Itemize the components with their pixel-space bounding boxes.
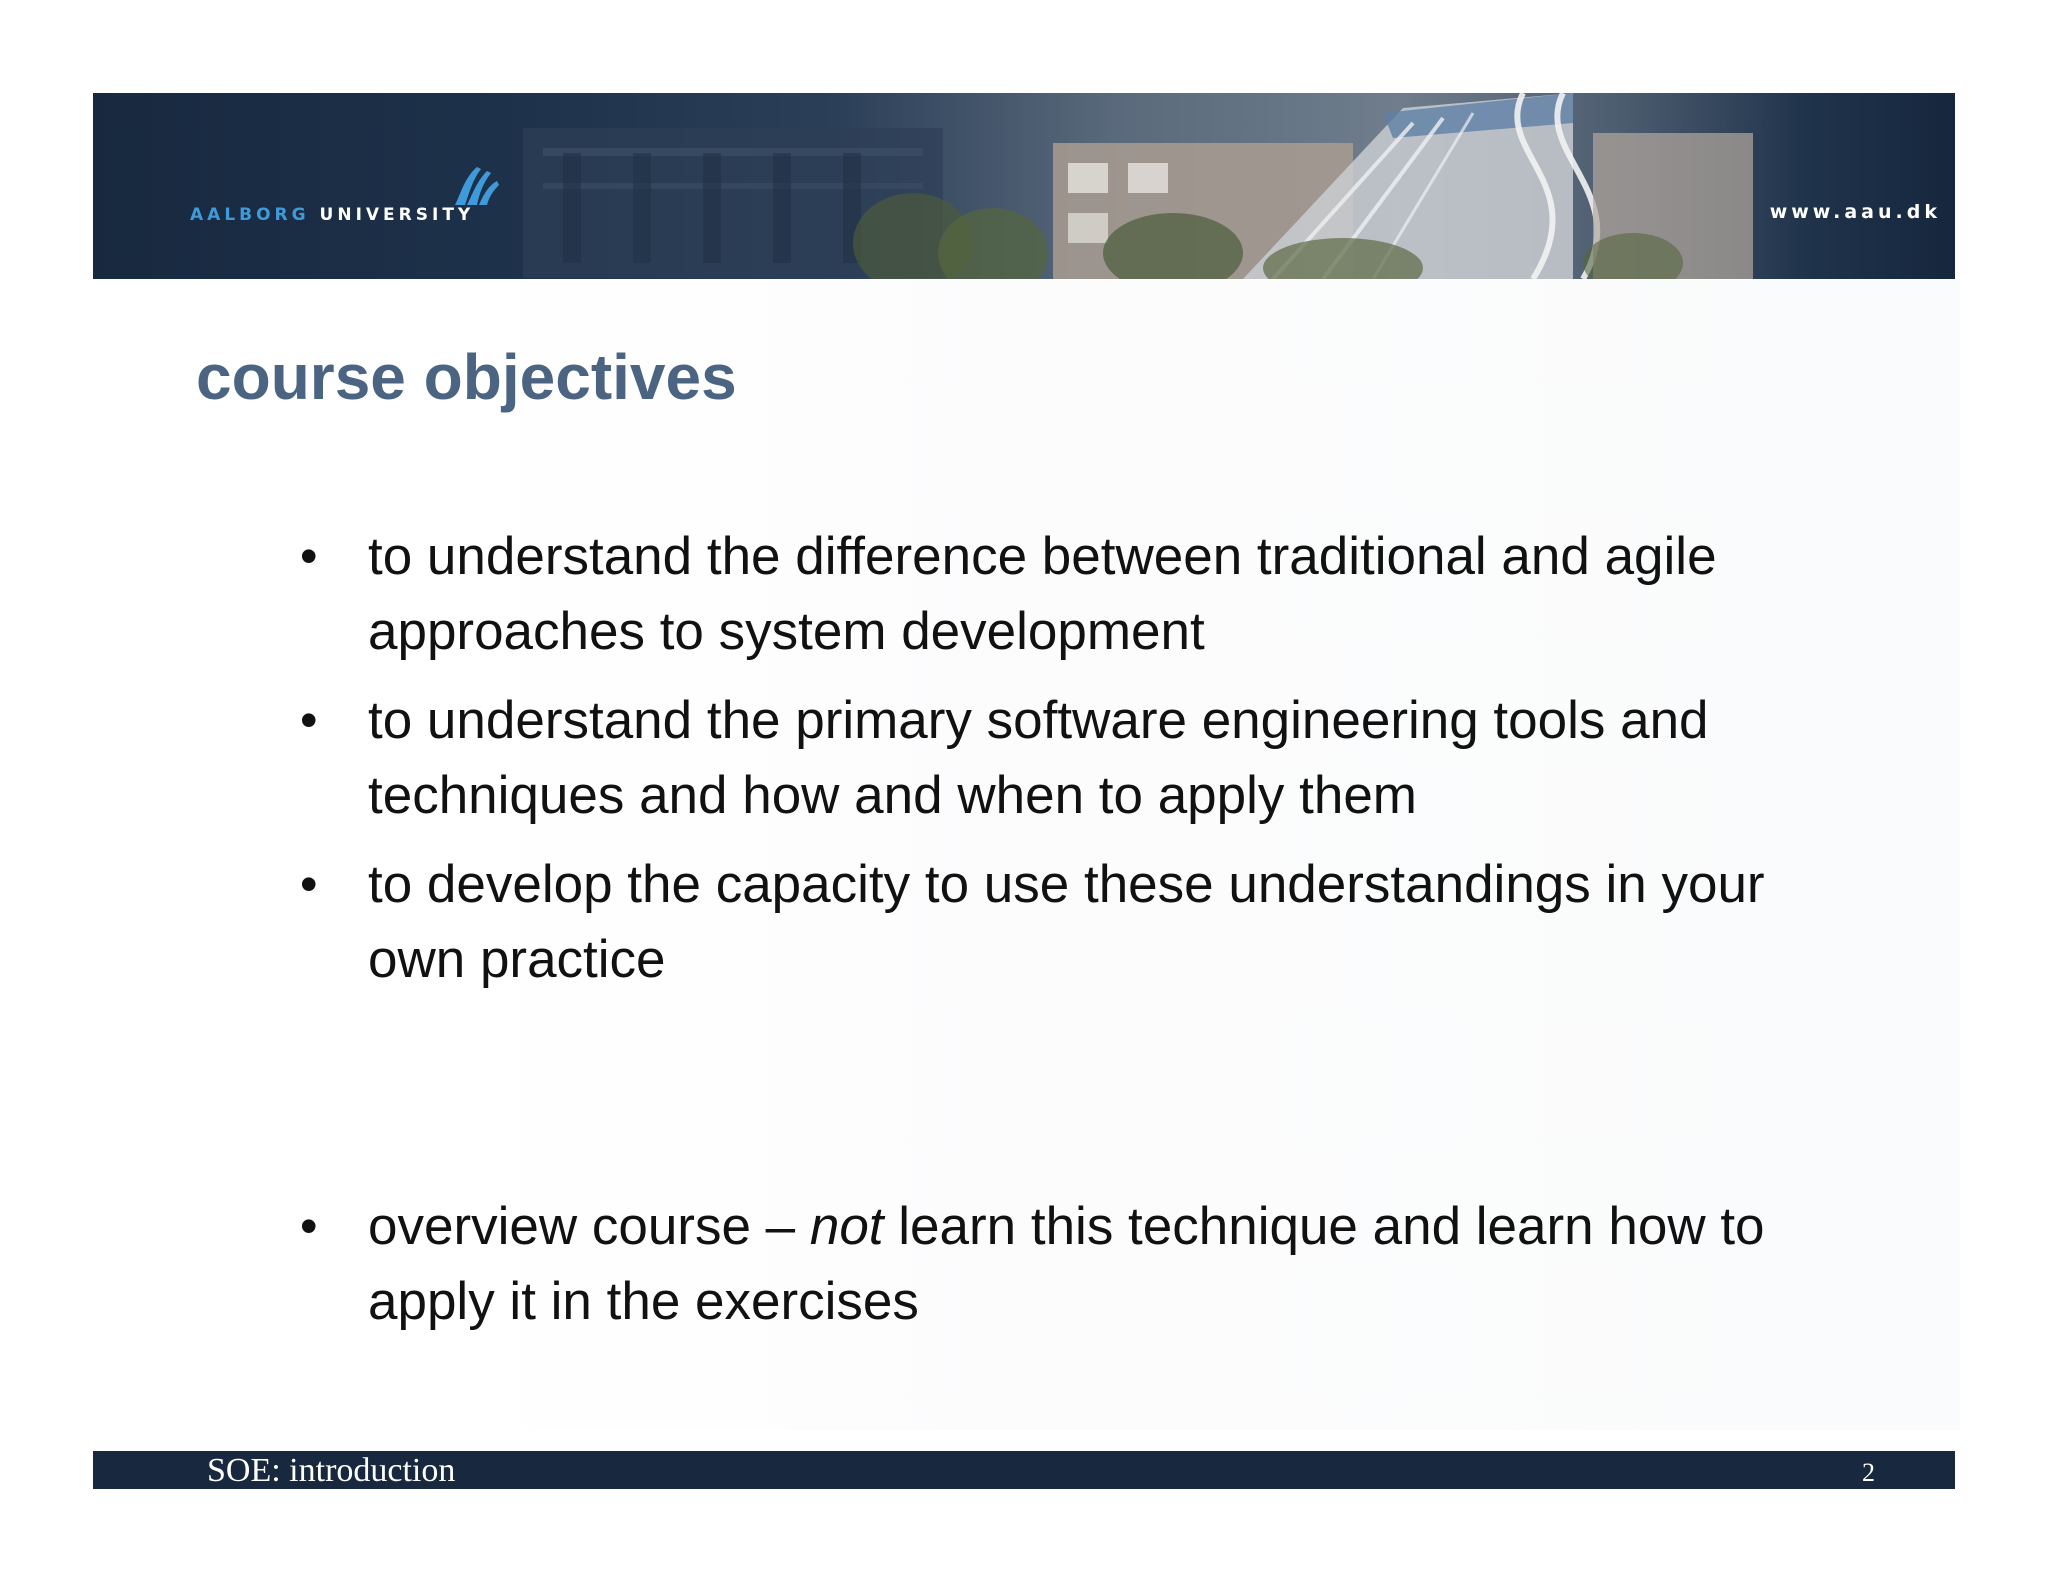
bullet-text-emphasis: not: [809, 1197, 884, 1256]
aau-logo-icon: [451, 163, 501, 207]
bullet-text: [368, 1189, 1858, 1339]
bullet-text: to understand the primary software engineering tools and techniques and how and when to apply them: [368, 691, 1709, 825]
university-logo-text: [190, 205, 474, 225]
bullet-dot: •: [300, 692, 318, 748]
campus-photo: [93, 93, 1955, 279]
header-banner: [93, 93, 1955, 279]
bullet-text-post: learn this technique and learn how to apply it in the exercises: [368, 1197, 1765, 1331]
page-number: 2: [1862, 1458, 1875, 1487]
logo-aalborg: AALBORG: [190, 205, 310, 225]
footer-bar: [93, 1451, 1955, 1489]
bullet-dot: •: [300, 856, 318, 912]
bullet-text: to develop the capacity to use these understandings in your own practice: [368, 855, 1765, 989]
bullet-text-pre: overview course –: [368, 1197, 810, 1256]
bullet-dot: •: [300, 528, 318, 584]
bullet-text: to understand the difference between traditional and agile approaches to system development: [368, 527, 1717, 661]
logo-university: UNIVERSITY: [319, 205, 475, 225]
slide-title: course objectives: [196, 341, 737, 413]
footer-label: SOE: introduction: [207, 1452, 456, 1489]
bullet-dot: •: [300, 1198, 318, 1254]
website-url: www.aau.dk: [1769, 201, 1941, 223]
